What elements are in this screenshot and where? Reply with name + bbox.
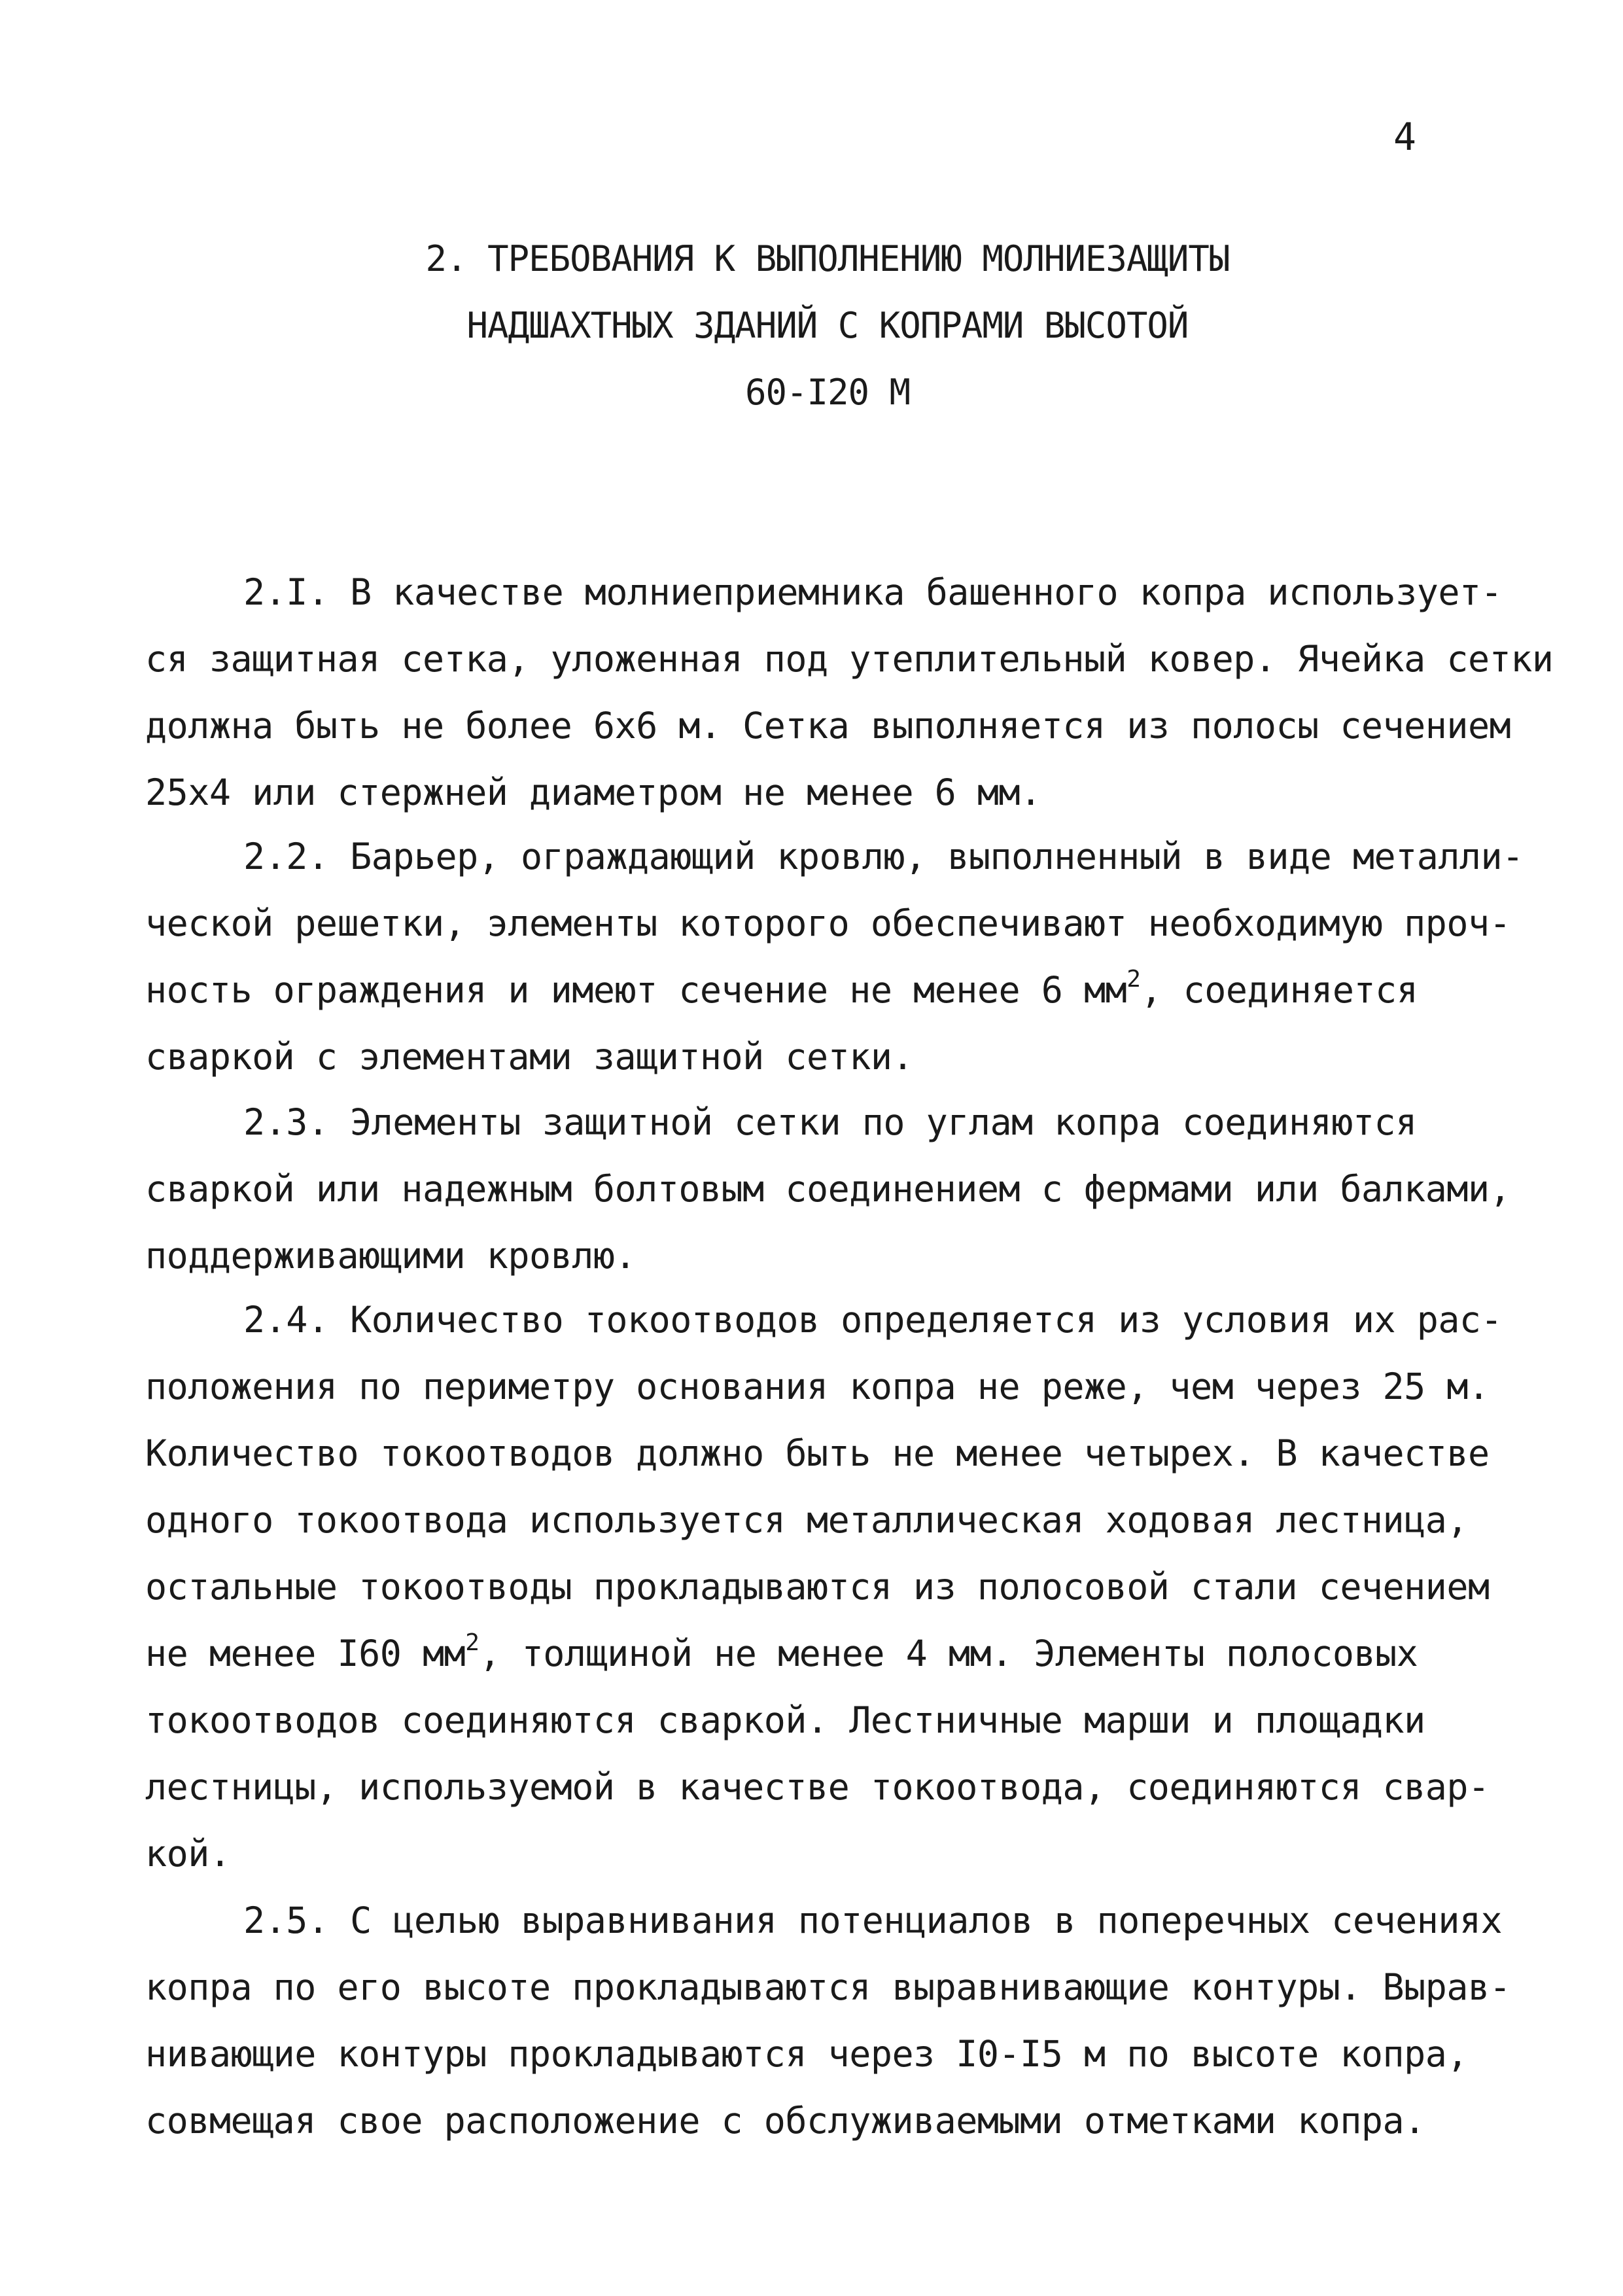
section-title [275,226,1380,426]
paragraph-2-2-line-3-tail: , соединяется [1140,969,1418,1011]
paragraph-2-4-line-8: лестницы, используемой в качестве токоотвода, соединяются свар- [145,1766,1490,1808]
paragraph-2-3-line-1: 2.3. Элементы защитной сетки по углам копра соединяются [243,1101,1417,1143]
paragraph-2-5-line-2: копра по его высоте прокладываются выравнивающие контуры. Вырав- [145,1966,1511,2008]
page-number: 4 [1393,115,1416,159]
title-line-1: 2. ТРЕБОВАНИЯ К ВЫПОЛНЕНИЮ МОЛНИЕЗАЩИТЫ [425,238,1230,279]
paragraph-2-5-line-4: совмещая свое расположение с обслуживаемыми отметками копра. [145,2100,1425,2142]
paragraph-2-5-line-3: нивающие контуры прокладываются через I0-I5 м по высоте копра, [145,2033,1468,2075]
paragraph-2-4-line-3: Количество токоотводов должно быть не менее четырех. В качестве [145,1432,1490,1474]
paragraph-2-1-line-3: должна быть не более 6х6 м. Сетка выполняется из полосы сечением [145,705,1511,747]
paragraph-2-4-line-9: кой. [145,1833,231,1875]
superscript-squared: 2 [465,1629,480,1656]
paragraph-2-1-line-2: ся защитная сетка, уложенная под утеплительный ковер. Ячейка сетки [145,638,1554,680]
paragraph-2-4-line-6 [145,1629,1418,1674]
paragraph-2-1-line-1: 2.I. В качестве молниеприемника башенного копра использует- [243,571,1503,613]
paragraph-2-4-line-1: 2.4. Количество токоотводов определяется из условия их рас- [243,1299,1503,1341]
paragraph-2-2-line-2: ческой решетки, элементы которого обеспечивают необходимую проч- [145,902,1511,944]
paragraph-2-2-line-3 [145,966,1418,1011]
paragraph-2-4-line-2: положения по периметру основания копра не реже, чем через 25 м. [145,1366,1490,1407]
paragraph-2-4-line-4: одного токоотвода используется металлическая ходовая лестница, [145,1499,1468,1541]
paragraph-2-4-line-5: остальные токоотводы прокладываются из полосовой стали сечением [145,1566,1490,1608]
paragraph-2-1-line-4: 25х4 или стержней диаметром не менее 6 мм. [145,771,1041,813]
paragraph-2-2-line-1: 2.2. Барьер, ограждающий кровлю, выполненный в виде металли- [243,836,1524,877]
paragraph-2-3-line-3: поддерживающими кровлю. [145,1235,637,1277]
superscript-squared: 2 [1126,966,1141,993]
paragraph-2-4-line-7: токоотводов соединяются сваркой. Лестничные марши и площадки [145,1699,1425,1741]
paragraph-2-5-line-1: 2.5. С целью выравнивания потенциалов в поперечных сечениях [243,1899,1503,1941]
paragraph-2-4-line-6-text: не менее I60 мм [145,1633,466,1674]
paragraph-2-4-line-6-tail: , толщиной не менее 4 мм. Элементы полосовых [479,1633,1418,1674]
paragraph-2-3-line-2: сваркой или надежным болтовым соединением с фермами или балками, [145,1168,1511,1210]
paragraph-2-2-line-4: сваркой с элементами защитной сетки. [145,1036,914,1078]
title-line-3: 60-I20 М [744,372,911,413]
paragraph-2-2-line-3-text: ность ограждения и имеют сечение не менее 6 мм [145,969,1127,1011]
title-line-2: НАДШАХТНЫХ ЗДАНИЙ С КОПРАМИ ВЫСОТОЙ [466,305,1189,346]
